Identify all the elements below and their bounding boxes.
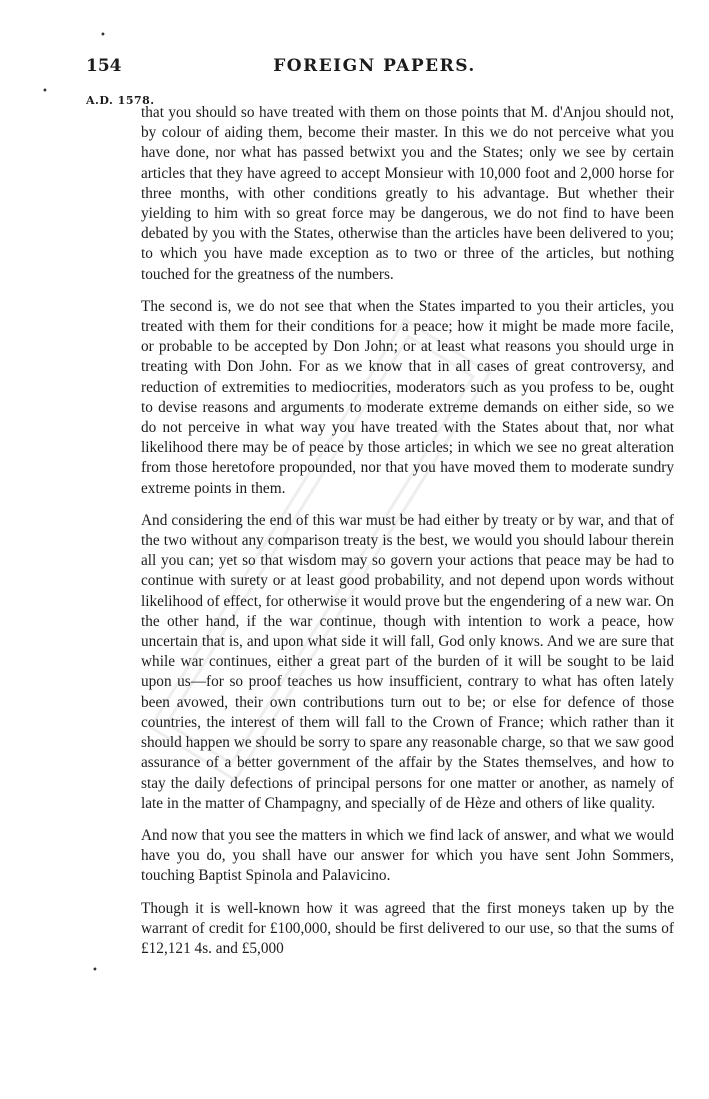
paragraph-4: And now that you see the matters in which we find lack of answer, and what we would have you do, you shall have our answer for which you have sent John Sommers, touching Baptist Spinola and Palavicino. xyxy=(141,826,674,885)
paragraph-5: Though it is well-known how it was agreed that the first moneys taken up by the warrant of credit for £100,000, should be first delivered to our use, so that the sums of £12,121 4s. and £5,000 xyxy=(141,899,674,957)
page-number: 154 xyxy=(86,56,122,76)
paragraph-3: And considering the end of this war must be had either by treaty or by war, and that of the two without any comparison treaty is the best, we would you should labour therein all you can; yet so that wisdom may so govern your actions that peace may be had to continue with surety or at least good probability, and not depend upon words without likelihood of effect, for otherwise it would prove but the engendering of a new war. On the other hand, if the war continue, though with intention to work a peace, how uncertain that is, and upon what side it will fall, God only knows. And we are sure that while war continues, either a great part of the burden of it will be sought to be laid upon us—for so proof teaches us how insufficient, contrary to what has often lately been avowed, their own contributions turn out to be; or else for defence of those countries, the interest of them will fall to the Crown of France; which rather than it should happen we should be sorry to spare any reasonable charge, so that we saw good assurance of a better government of the affair by the States themselves, and how to stay the daily defections of principal persons for one matter or another, as namely of late in the matter of Champagny, and specially of de Hèze and others of like quality. xyxy=(141,511,674,812)
margin-dot-left: • xyxy=(42,86,48,97)
margin-dot-top: • xyxy=(100,30,106,41)
paragraph-2: The second is, we do not see that when the States imparted to you their articles, you treated with them for their conditions for a peace; how it might be made more facile, or probable to be accepted by Don John; or at least what reasons you should urge in treating with Don John. For as we know that in all cases of great controversy, and reduction of extremities to mediocrities, moderators such as you profess to be, ought to devise reasons and arguments to moderate extreme demands on either side, so we do not perceive in what way you have treated with the States about that, nor what likelihood there may be of peace by those articles; in which we see no great alteration from those heretofore propounded, nor that you have moved them to moderate sundry extreme points in them. xyxy=(141,297,674,497)
margin-dot-lower: • xyxy=(92,965,98,976)
body-text xyxy=(141,103,674,971)
margin-date: A.D. 1578. xyxy=(86,94,155,107)
paragraph-1: that you should so have treated with them on those points that M. d'Anjou should not, by colour of aiding them, become their master. In this we do not perceive what you have done, nor what has passed betwixt you and the States; only we see by certain articles that they have agreed to accept Monsieur with 10,000 foot and 2,000 horse for three months, with other conditions greatly to his advantage. But whether their yielding to him with so great force may be dangerous, we do not find to have been debated by you with the States, otherwise than the articles have been delivered to you; to which you have made exception as to two or three of the articles, but nothing touched for the greatness of the numbers. xyxy=(141,104,674,283)
running-head: FOREIGN PAPERS. xyxy=(273,56,476,76)
